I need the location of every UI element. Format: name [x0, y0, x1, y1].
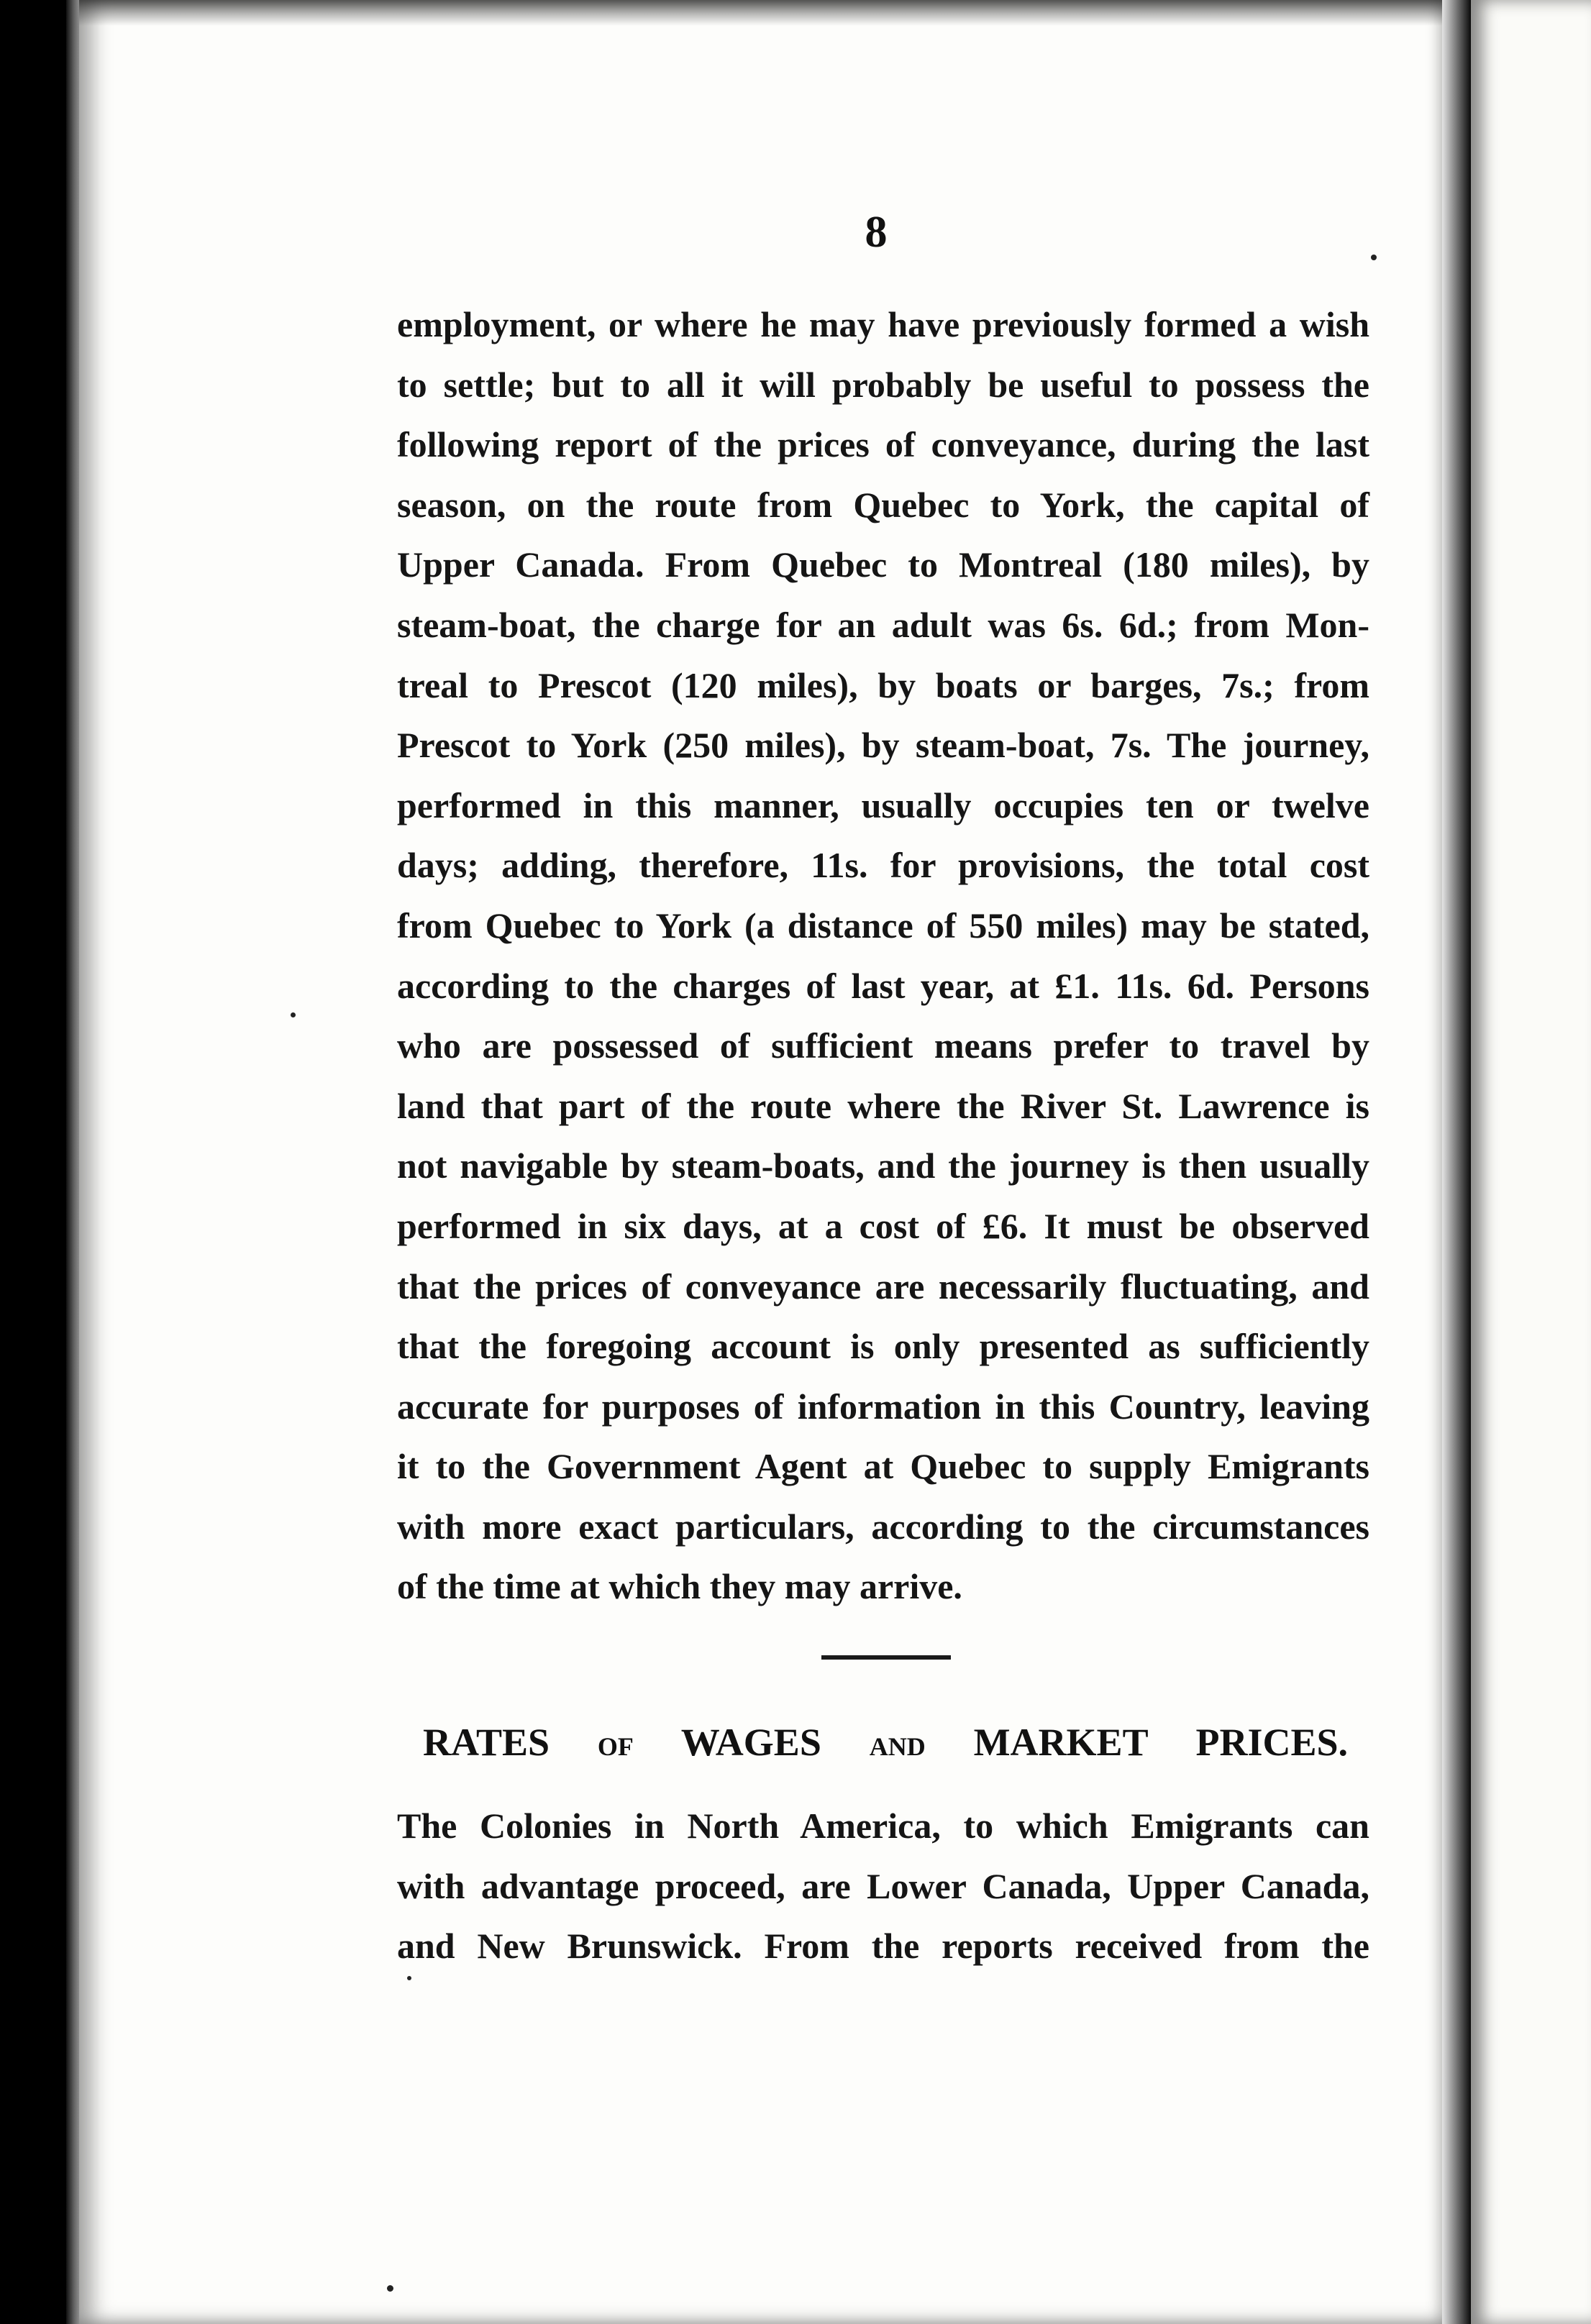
- text-line: from Quebec to York (a distance of 550 miles) may be stated,: [397, 905, 1369, 946]
- text-line: performed in six days, at a cost of £6. It must be observed: [397, 1205, 1369, 1246]
- scan-speck: [387, 2285, 393, 2292]
- scan-speck: [1371, 255, 1377, 260]
- text-line: it to the Government Agent at Quebec to supply Emigrants: [397, 1446, 1369, 1487]
- page-number: 8: [865, 208, 888, 257]
- text-line: days; adding, therefore, 11s. for provisions, the total cost: [397, 845, 1369, 886]
- heading-word: WAGES: [680, 1721, 821, 1764]
- text-line: who are possessed of sufficient means prefer to travel by: [397, 1025, 1369, 1066]
- text-line: Upper Canada. From Quebec to Montreal (180 miles), by: [397, 544, 1369, 585]
- heading-word: AND: [869, 1732, 926, 1761]
- heading-word: PRICES.: [1195, 1721, 1349, 1764]
- text-line: that the foregoing account is only presented as sufficiently: [397, 1326, 1369, 1367]
- text-line: employment, or where he may have previously formed a wish: [397, 304, 1369, 344]
- section-divider: [821, 1655, 951, 1660]
- body-paragraph-1: [397, 295, 1369, 1617]
- page-top-shadow: [79, 0, 1446, 26]
- text-line: accurate for purposes of information in this Country, leaving: [397, 1386, 1369, 1427]
- text-line: performed in this manner, usually occupies ten or twelve: [397, 784, 1369, 825]
- scan-speck: [407, 1976, 411, 1980]
- text-line: land that part of the route where the River St. Lawrence is: [397, 1085, 1369, 1126]
- text-line: not navigable by steam-boats, and the journey is then usually: [397, 1145, 1369, 1186]
- heading-word: RATES: [423, 1721, 550, 1764]
- text-line: steam-boat, the charge for an adult was 6s. 6d.; from Mon-: [397, 604, 1369, 645]
- scan-speck: [291, 1012, 296, 1017]
- text-line: of the time at which they may arrive.: [397, 1566, 962, 1607]
- text-line: with advantage proceed, are Lower Canada, Upper Canada,: [397, 1865, 1369, 1906]
- next-page-edge: [1471, 0, 1591, 2324]
- text-line: season, on the route from Quebec to York, the capital of: [397, 484, 1369, 525]
- text-line: with more exact particulars, according to the circumstances: [397, 1506, 1369, 1547]
- text-line: to settle; but to all it will probably be useful to possess the: [397, 364, 1369, 405]
- body-paragraph-2: [397, 1796, 1369, 1977]
- heading-word: OF: [597, 1732, 634, 1761]
- text-line: that the prices of conveyance are necessarily fluctuating, and: [397, 1266, 1369, 1307]
- text-line: according to the charges of last year, at £1. 11s. 6d. Persons: [397, 965, 1369, 1006]
- text-line: The Colonies in North America, to which Emigrants can: [397, 1806, 1369, 1846]
- heading-word: MARKET: [973, 1721, 1148, 1764]
- text-line: Prescot to York (250 miles), by steam-boat, 7s. The journey,: [397, 725, 1369, 766]
- page-gutter: [1442, 0, 1471, 2324]
- section-heading: [423, 1717, 1348, 1772]
- text-line: following report of the prices of conveyance, during the last: [397, 424, 1369, 465]
- text-line: and New Brunswick. From the reports received from the: [397, 1926, 1369, 1967]
- text-line: treal to Prescot (120 miles), by boats or barges, 7s.; from: [397, 664, 1369, 705]
